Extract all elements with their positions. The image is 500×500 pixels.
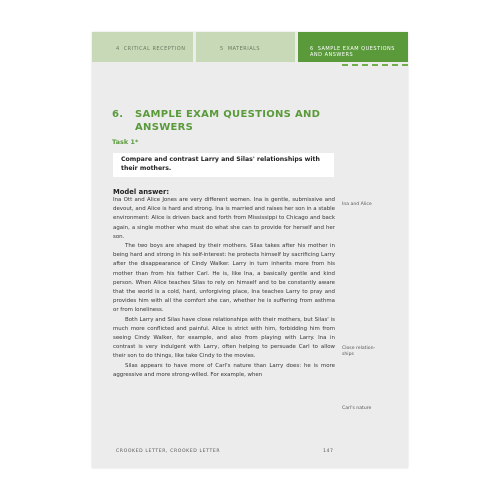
model-answer-label: Model answer: [113, 188, 170, 196]
paragraph: Both Larry and Silas have close relationships with their mothers, but Silas' is much more conflicted and painful. Alice is strict with him, forbidding him from seeing Cindy Walker, for example, and also from playing with Larry. Ina in contrast is very indulgent with Larry, often helping to persuade Carl to allow their son to do things, like take Cindy to the movies. [113, 316, 335, 360]
tab-number: 4 [116, 46, 120, 52]
tab-critical-reception[interactable] [92, 32, 193, 62]
paragraph: Ina Ott and Alice Jones are very different women. Ina is gentle, submissive and devout, and Alice is hard and strong. Ina is married and raises her son in a stable environment: Alice is driven back and forth from Mississippi to Chicago and back again, a single mother who must do what she can to provide for herself and her son. [113, 197, 335, 240]
section-number: 6. [112, 109, 124, 120]
question-box [113, 153, 334, 177]
book-page [92, 32, 408, 468]
active-tab-underline [342, 64, 408, 66]
tab-materials[interactable] [196, 32, 295, 62]
margin-note: Close relation-ships [342, 346, 376, 357]
section-heading [112, 108, 342, 134]
tab-number: 6 [310, 46, 314, 52]
paragraph: The two boys are shaped by their mothers. Silas takes after his mother in being hard and strong in his self-interest: he protects himself by sacrificing Larry after the disappearance of Cindy Walker. Larry in turn inherits more from his mother than from his father Carl. He is, like Ina, a basically gentle and kind person. When Alice teaches Silas to rely on himself and to be constantly aware that the world is a cold, hard, unforgiving place, Ina teaches Larry to pray and provides him with all the comfort she can, whether he is suffering from asthma or from loneliness. [113, 243, 335, 314]
tab-label: SAMPLE EXAM QUESTIONS AND ANSWERS [310, 46, 395, 58]
tab-label: CRITICAL RECEPTION [123, 46, 186, 52]
question-text: Compare and contrast Larry and Silas' relationships with their mothers. [121, 156, 320, 172]
tab-label: MATERIALS [227, 46, 261, 52]
task-label: Task 1* [112, 138, 139, 146]
answer-body [113, 196, 335, 380]
tab-number: 5 [220, 46, 224, 52]
margin-note: Carl's nature [342, 406, 372, 411]
tab-sample-exam[interactable] [298, 32, 408, 62]
margin-note: Ina and Alice [342, 202, 372, 207]
paragraph: Silas appears to have more of Carl's nature than Larry does: he is more aggressive and more strong-willed. For example, when [113, 362, 335, 378]
page-number: 147 [323, 449, 334, 454]
footer-title: CROOKED LETTER, CROOKED LETTER [116, 449, 221, 454]
section-title: SAMPLE EXAM QUESTIONS AND ANSWERS [135, 109, 321, 133]
chapter-tabs [92, 32, 408, 62]
